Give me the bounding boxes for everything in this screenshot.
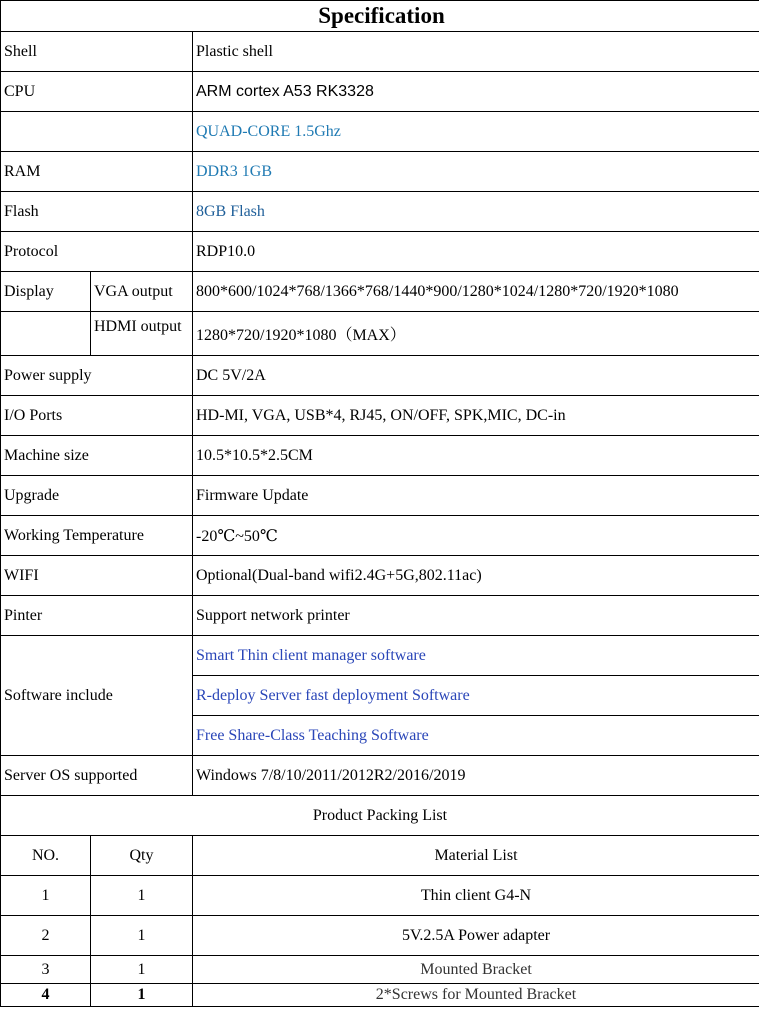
spec-value: QUAD-CORE 1.5Ghz [193,112,759,152]
spec-label-empty [1,112,193,152]
packing-row [1,956,759,984]
packing-row [1,916,759,956]
software-item: Smart Thin client manager software [193,636,759,676]
spec-label: Protocol [1,232,193,272]
packing-header-no: NO. [1,836,91,876]
packing-qty: 1 [91,916,193,956]
packing-header-qty: Qty [91,836,193,876]
spec-label: Software include [1,636,193,756]
spec-value: Support network printer [193,596,759,636]
packing-header-material: Material List [193,836,759,876]
packing-qty: 1 [91,876,193,916]
spec-row-temperature [1,516,759,556]
spec-row-wifi [1,556,759,596]
spec-label: Machine size [1,436,193,476]
packing-qty: 1 [91,956,193,984]
spec-label: Upgrade [1,476,193,516]
spec-row-flash [1,192,759,232]
spec-sublabel: HDMI output [91,312,193,356]
spec-sublabel: VGA output [91,272,193,312]
spec-label: Power supply [1,356,193,396]
packing-qty: 1 [91,984,193,1007]
spec-value: 1280*720/1920*1080（MAX） [193,312,759,356]
packing-material: 5V.2.5A Power adapter [193,916,759,956]
spec-value: Optional(Dual-band wifi2.4G+5G,802.11ac) [193,556,759,596]
spec-value: -20℃~50℃ [193,516,759,556]
spec-row-display-vga [1,272,759,312]
spec-row-power [1,356,759,396]
packing-material: Thin client G4-N [193,876,759,916]
spec-value: ARM cortex A53 RK3328 [193,72,759,112]
spec-row-io [1,396,759,436]
packing-row [1,984,759,1007]
page-title: Specification [1,1,759,32]
spec-value: Plastic shell [193,32,759,72]
spec-value: Firmware Update [193,476,759,516]
spec-value: 10.5*10.5*2.5CM [193,436,759,476]
spec-value: 800*600/1024*768/1366*768/1440*900/1280*1024/1280*720/1920*1080 [193,272,759,312]
spec-label: Shell [1,32,193,72]
title-row [1,1,759,32]
spec-row-protocol [1,232,759,272]
packing-no: 3 [1,956,91,984]
spec-row-display-hdmi [1,312,759,356]
spec-value: DDR3 1GB [193,152,759,192]
spec-row-cpu [1,72,759,112]
spec-row-upgrade [1,476,759,516]
spec-label: Working Temperature [1,516,193,556]
spec-label: CPU [1,72,193,112]
spec-value: Windows 7/8/10/2011/2012R2/2016/2019 [193,756,759,796]
spec-label: Pinter [1,596,193,636]
spec-row-size [1,436,759,476]
packing-row [1,876,759,916]
spec-label: Server OS supported [1,756,193,796]
spec-value: RDP10.0 [193,232,759,272]
software-item: R-deploy Server fast deployment Software [193,676,759,716]
packing-material: 2*Screws for Mounted Bracket [193,984,759,1007]
packing-title-row [1,796,759,836]
spec-row-printer [1,596,759,636]
packing-header-row [1,836,759,876]
packing-title: Product Packing List [1,796,759,836]
packing-no: 1 [1,876,91,916]
spec-value: 8GB Flash [193,192,759,232]
spec-label: Flash [1,192,193,232]
spec-row-software [1,636,759,676]
spec-row-cpu-cores [1,112,759,152]
packing-no: 4 [1,984,91,1007]
software-item: Free Share-Class Teaching Software [193,716,759,756]
spec-row-shell [1,32,759,72]
spec-label: RAM [1,152,193,192]
spec-label-empty [1,312,91,356]
packing-no: 2 [1,916,91,956]
spec-row-os [1,756,759,796]
spec-value: HD-MI, VGA, USB*4, RJ45, ON/OFF, SPK,MIC, DC-in [193,396,759,436]
spec-label: WIFI [1,556,193,596]
spec-label: I/O Ports [1,396,193,436]
packing-material: Mounted Bracket [193,956,759,984]
spec-value: DC 5V/2A [193,356,759,396]
spec-row-ram [1,152,759,192]
spec-label: Display [1,272,91,312]
